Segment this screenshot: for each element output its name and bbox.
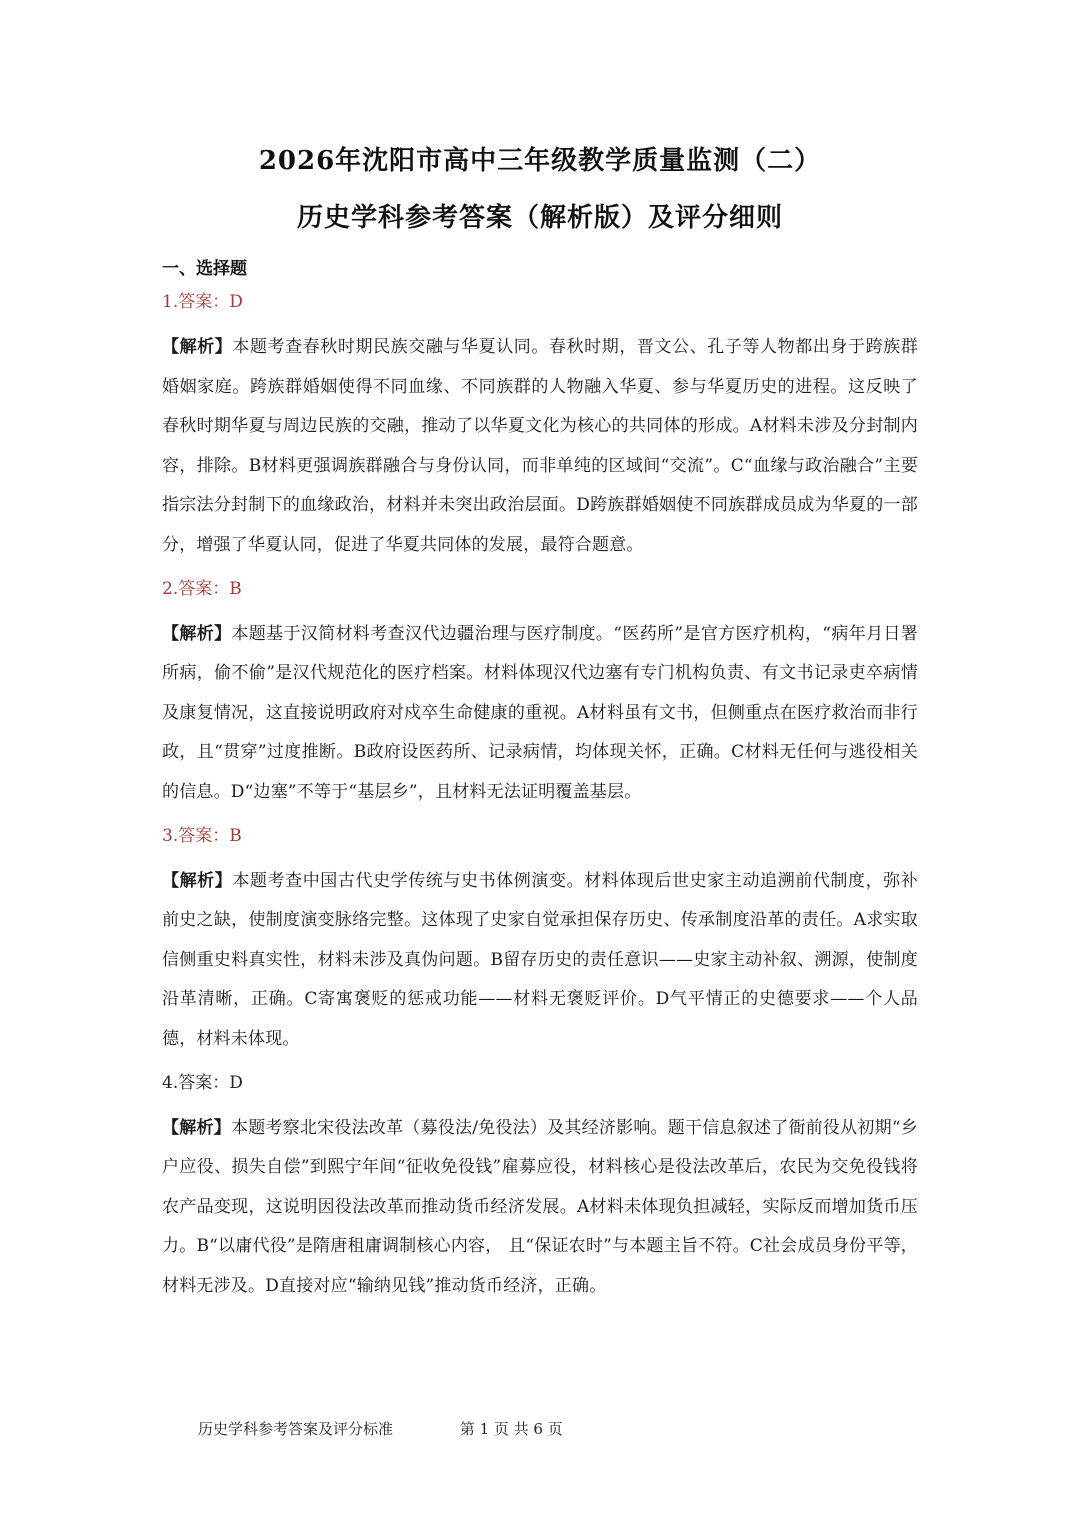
question-1-analysis-text: 本题考查春秋时期民族交融与华夏认同。春秋时期，晋文公、孔子等人物都出身于跨族群婚姻家庭。跨族群婚姻使得不同血缘、不同族群的人物融入华夏、参与华夏历史的进程。这反映了春秋时期华夏与周边民族的交融，推动了以华夏文化为核心的共同体的形成。A材料未涉及分封制内容，排除。B材料更强调族群融合与身份认同，而非单纯的区域间“交流”。C“血缘与政治融合”主要指宗法分封制下的血缘政治，材料并未突出政治层面。D跨族群婚姻使不同族群成员成为华夏的一部分，增强了华夏认同，促进了华夏共同体的发展，最符合题意。: [162, 337, 918, 555]
question-4-analysis-text: 本题考察北宋役法改革（募役法/免役法）及其经济影响。题干信息叙述了衙前役从初期“乡户应役、损失自偿”到熙宁年间“征收免役钱”雇募应役，材料核心是役法改革后，农民为交免役钱将农产品变现，这说明因役法改革而推动货币经济发展。A材料未体现负担减轻，实际反而增加货币压力。B“以庸代役”是隋唐租庸调制核心内容， 且“保证农时”与本题主旨不符。C社会成员身份平等，材料无涉及。D直接对应“输纳见钱”推动货币经济，正确。: [162, 1117, 918, 1296]
footer-doc-name: 历史学科参考答案及评分标准: [198, 1420, 394, 1438]
question-1-answer: 1.答案：D: [162, 292, 243, 312]
analysis-label: 【解析】: [162, 870, 233, 891]
question-2-analysis: [162, 615, 918, 813]
analysis-label: 【解析】: [162, 623, 232, 644]
analysis-label: 【解析】: [162, 1117, 231, 1138]
section-heading: 一、选择题: [162, 259, 247, 279]
document-subtitle: 历史学科参考答案（解析版）及评分细则: [296, 203, 783, 233]
page-footer: [198, 1418, 563, 1439]
question-4-analysis: [162, 1109, 918, 1307]
question-2-answer: 2.答案：B: [162, 578, 242, 599]
question-3-answer: 3.答案：B: [162, 825, 242, 846]
footer-page-number: 第 1 页 共 6 页: [459, 1420, 563, 1438]
question-4-answer: 4.答案：D: [162, 1072, 243, 1093]
answers-body: [162, 290, 918, 1317]
question-2-analysis-text: 本题基于汉简材料考查汉代边疆治理与医疗制度。“医药所”是官方医疗机构，“病年月日署所病，偷不偷”是汉代规范化的医疗档案。材料体现汉代边塞有专门机构负责、有文书记录吏卒病情及康复情况，这直接说明政府对戍卒生命健康的重视。A材料虽有文书，但侧重点在医疗救治而非行政，且“贯穿”过度推断。B政府设医药所、记录病情，均体现关怀，正确。C材料无任何与逃役相关的信息。D“边塞”不等于“基层乡”，且材料无法证明覆盖基层。: [162, 623, 918, 802]
question-1-analysis: [162, 328, 918, 566]
question-3-analysis: [162, 862, 918, 1060]
document-title: 2026年沈阳市高中三年级教学质量监测（二）: [258, 146, 822, 176]
analysis-label: 【解析】: [162, 337, 233, 357]
question-3-analysis-text: 本题考查中国古代史学传统与史书体例演变。材料体现后世史家主动追溯前代制度，弥补前史之缺，使制度演变脉络完整。这体现了史家自觉承担保存历史、传承制度沿革的责任。A求实取信侧重史料真实性，材料未涉及真伪问题。B留存历史的责任意识——史家主动补叙、溯源，使制度沿革清晰，正确。C寄寓褒贬的惩戒功能——材料无褒贬评价。D气平情正的史德要求——个人品德，材料未体现。: [162, 870, 918, 1049]
